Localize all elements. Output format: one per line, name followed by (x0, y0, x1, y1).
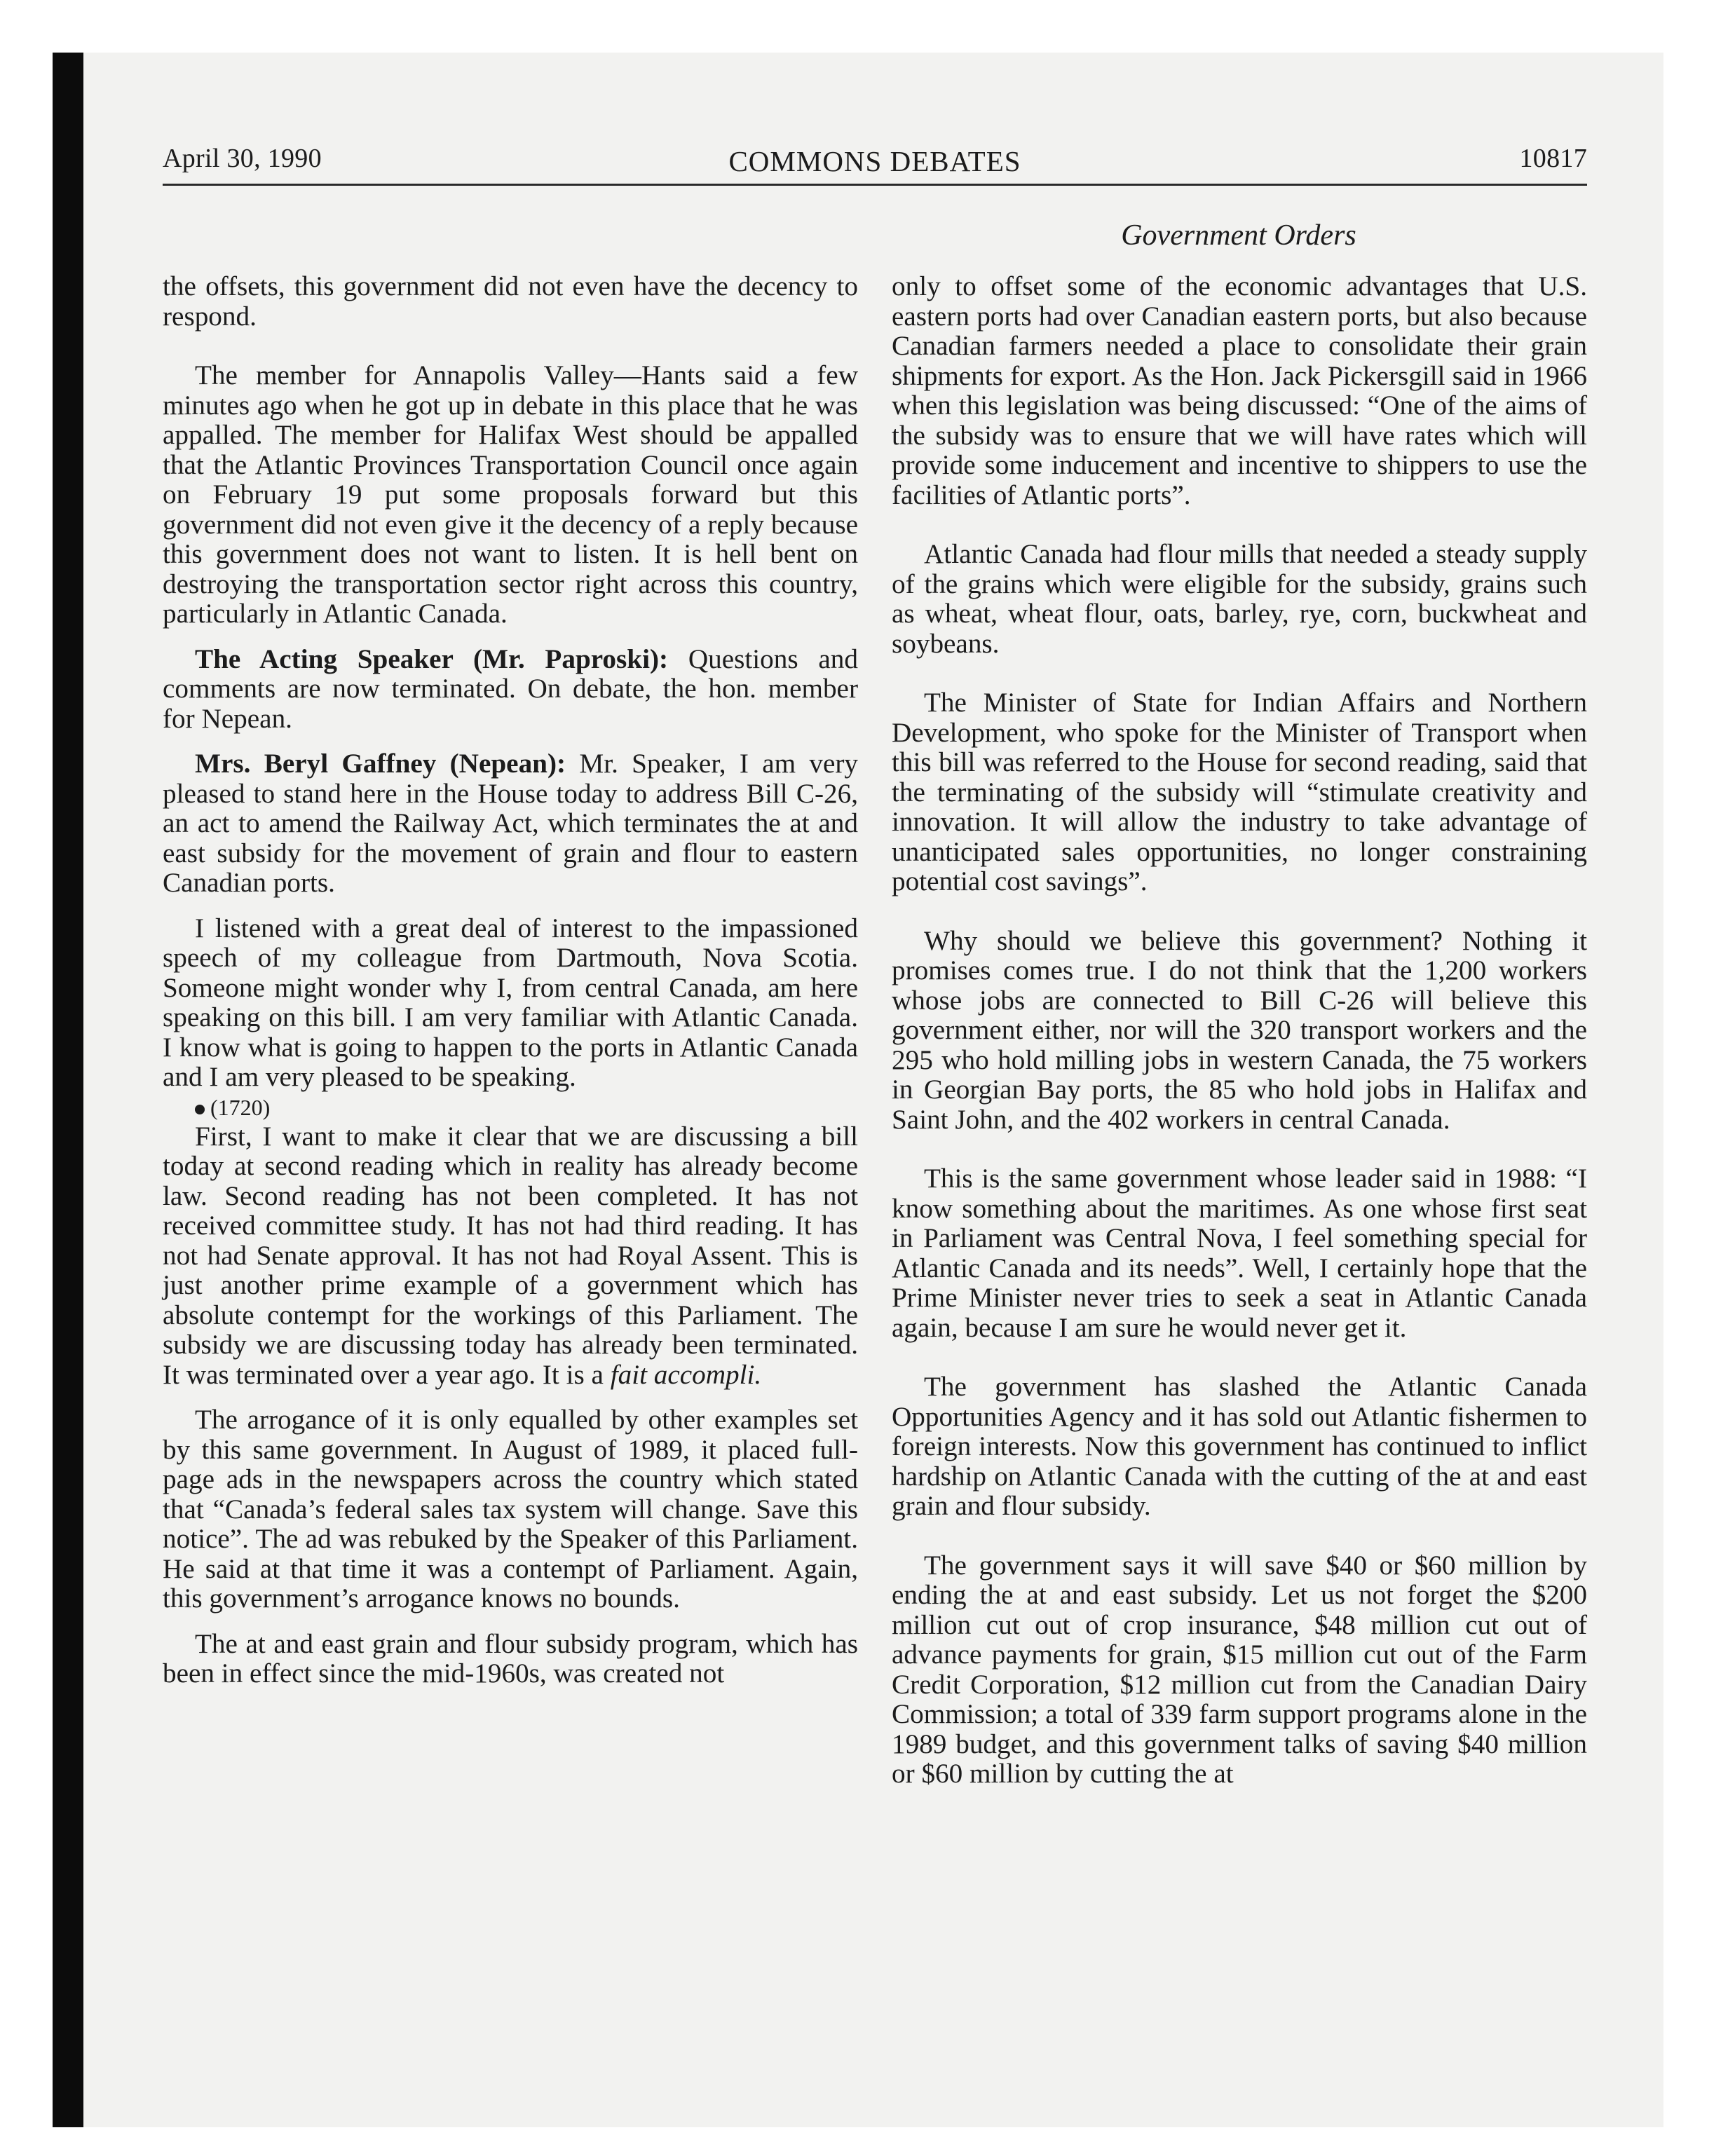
header-date: April 30, 1990 (163, 144, 322, 173)
bullet-icon (195, 1105, 205, 1114)
paragraph: I listened with a great deal of interest to the impassioned speech of my colleague from Dartmouth, Nova Scotia. Someone might wonder why I, from central Canada, am here speaking on this bill. I am very familiar with Atlantic Canada. I know what is going to happen to the ports in Atlantic Canada and I am very pleased to be speaking. (163, 913, 858, 1092)
right-column (892, 272, 1587, 1789)
header-rule (163, 184, 1587, 186)
italic-phrase: fait accompli. (610, 1359, 762, 1390)
paragraph: The government says it will save $40 or $60 million by ending the at and east subsidy. Let us not forget the $200 million cut out of crop insurance, $48 million cut out of advance payments for grain, $15 million cut out of the Farm Credit Corporation, $12 million cut from the Canadian Dairy Commission; a total of 339 farm support programs alone in the 1989 budget, and this government talks of saving $40 million or $60 million by cutting the at (892, 1550, 1587, 1789)
speaker-name: Mrs. Beryl Gaffney (Nepean): (195, 749, 566, 779)
paragraph: Why should we believe this government? Nothing it promises comes true. I do not think that the 1,200 workers whose jobs are connected to Bill C-26 will believe this government either, nor will the 320 transport workers and the 295 who hold milling jobs in western Canada, the 75 workers in Georgian Bay ports, the 85 who hold jobs in Halifax and Saint John, and the 402 workers in central Canada. (892, 925, 1587, 1135)
paragraph (163, 749, 858, 899)
paragraph: The Minister of State for Indian Affairs and Northern Development, who spoke for the Minister of Transport when this bill was referred to the House for second reading, said that the terminating of the subsidy will “stimulate creativity and innovation. It will allow the industry to take advantage of unanticipated sales opportunities, no longer constraining potential cost savings”. (892, 688, 1587, 896)
timestamp-text: (1720) (210, 1094, 271, 1120)
section-title: Government Orders (1121, 219, 1356, 252)
paragraph (163, 1122, 858, 1391)
header-publication: COMMONS DEBATES (728, 145, 1021, 177)
paragraph: The arrogance of it is only equalled by other examples set by this same government. In August of 1989, it placed full-page ads in the newspapers across the country which stated that “Canada’s federal sales tax system will change. Save this notice”. The ad was rebuked by the Speaker of this Parliament. He said at that time it was a contempt of Parliament. Again, this government’s arrogance knows no bounds. (163, 1405, 858, 1613)
paragraph: The member for Annapolis Valley—Hants said a few minutes ago when he got up in debate in this place that he was appalled. The member for Halifax West should be appalled that the Atlantic Provinces Transportation Council once again on February 19 put some proposals forward but this government did not even give it the decency of a reply because this government does not want to listen. It is hell bent on destroying the transportation sector right across this country, particularly in Atlantic Canada. (163, 360, 858, 629)
speech-text: Questions and comments are now terminated. On debate, the hon. member for Nepean. (163, 643, 858, 734)
paragraph: This is the same government whose leader said in 1988: “I know something about the maritimes. As one whose first seat in Parliament was Central Nova, I feel something special for Atlantic Canada and its needs”. Well, I certainly hope that the Prime Minister never tries to seek a seat in Atlantic Canada again, because I am sure he would never get it. (892, 1164, 1587, 1343)
scan-edge-shadow (53, 53, 83, 2127)
header-page-number: 10817 (1519, 144, 1587, 173)
speaker-name: The Acting Speaker (Mr. Paproski): (195, 643, 669, 674)
speech-text: Mr. Speaker, I am very pleased to stand here in the House today to address Bill C-26, an act to amend the Railway Act, which terminates the at and east subsidy for the movement of grain and flour to eastern Canadian ports. (163, 749, 858, 898)
left-column (163, 272, 858, 1689)
paragraph: the offsets, this government did not even have the decency to respond. (163, 271, 858, 332)
paragraph: The government has slashed the Atlantic Canada Opportunities Agency and it has sold out Atlantic fishermen to foreign interests. Now this government has continued to inflict hardship on Atlantic Canada with the cutting of the at and east grain and flour subsidy. (892, 1372, 1587, 1521)
timestamp (163, 1093, 858, 1122)
paragraph: Atlantic Canada had flour mills that needed a steady supply of the grains which were eligible for the subsidy, grains such as wheat, wheat flour, oats, barley, rye, corn, buckwheat and soybeans. (892, 539, 1587, 659)
page-header (163, 137, 1587, 179)
paragraph (163, 645, 858, 735)
paragraph: The at and east grain and flour subsidy program, which has been in effect since the mid-1960s, was created not (163, 1628, 858, 1688)
paragraph: only to offset some of the economic advantages that U.S. eastern ports had over Canadian eastern ports, but also because Canadian farmers needed a place to consolidate their grain shipments for export. As the Hon. Jack Pickersgill said in 1966 when this legislation was being discussed: “One of the aims of the subsidy was to ensure that we will have rates which will provide some inducement and incentive to shippers to use the facilities of Atlantic ports”. (892, 271, 1587, 510)
speech-text: First, I want to make it clear that we are discussing a bill today at second reading which in reality has already become law. Second reading has not been completed. It has not received committee study. It has not had third reading. It has not had Senate approval. It has not had Royal Assent. This is just another prime example of a government which has absolute contempt for the workings of this Parliament. The subsidy we are discussing today has already been terminated. It was terminated over a year ago. It is a (163, 1121, 858, 1390)
